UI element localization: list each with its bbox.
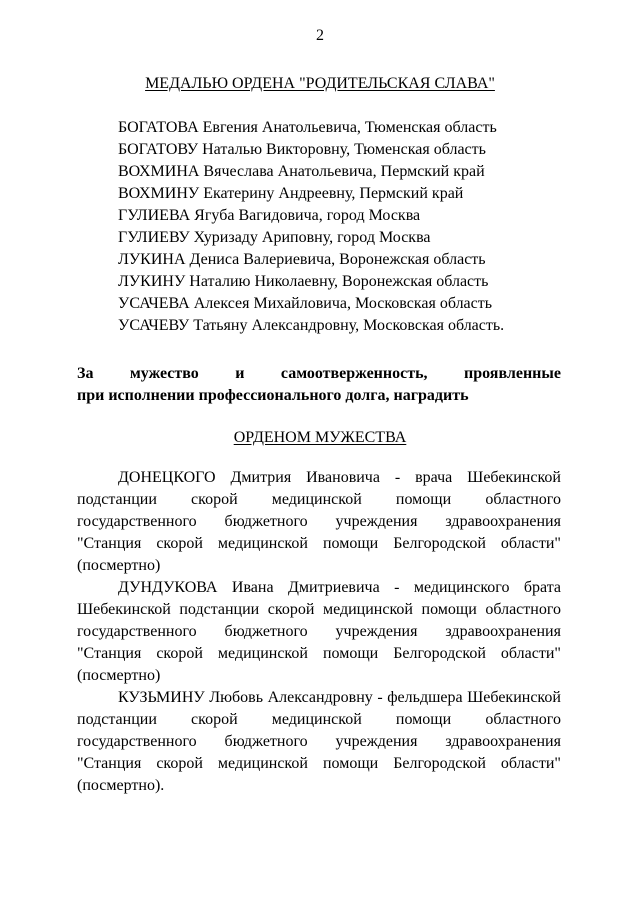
entry-word: области" — [500, 645, 561, 662]
entry-word: бюджетного — [224, 733, 308, 750]
award-entry — [77, 467, 561, 577]
entry-word: Белгородской — [393, 645, 486, 662]
entry-word: государственного — [77, 733, 197, 750]
entry-word: областного — [485, 601, 561, 618]
decree-line — [77, 363, 561, 385]
entry-note: (посмертно). — [77, 777, 165, 794]
list-item: УСАЧЕВУ Татьяну Александровну, Московская область. — [118, 317, 505, 334]
entry-word: помощи — [322, 535, 379, 552]
entry-word: "Станция — [77, 755, 142, 772]
entry-word: подстанции — [179, 601, 260, 618]
entry-word: медицинской — [217, 755, 308, 772]
entry-word: медицинской — [271, 491, 362, 508]
entry-word: учреждения — [335, 513, 418, 530]
entry-word: Ивана — [231, 579, 274, 596]
award-entry — [77, 577, 561, 687]
entry-word: помощи — [322, 645, 379, 662]
decree-paragraph — [77, 363, 561, 407]
entry-word: Шебекинской — [467, 689, 561, 706]
entry-word: Дмитриевича — [287, 579, 380, 596]
entry-word: области" — [500, 755, 561, 772]
entry-word: помощи — [395, 491, 452, 508]
decree-word: и — [235, 365, 245, 382]
entry-word: Ивановича — [306, 469, 380, 486]
entry-word: - — [377, 689, 383, 706]
order-heading: ОРДЕНОМ МУЖЕСТВА — [233, 429, 407, 446]
entry-word: скорой — [156, 755, 203, 772]
order-recipients — [77, 467, 561, 797]
entry-word: Белгородской — [393, 535, 486, 552]
entry-word: медицинской — [217, 535, 308, 552]
entry-word: помощи — [395, 711, 452, 728]
entry-word: Дмитрия — [230, 469, 292, 486]
entry-word: бюджетного — [224, 513, 308, 530]
entry-word: брата — [523, 579, 561, 596]
entry-word: медицинского — [413, 579, 510, 596]
entry-word: Любовь — [209, 689, 264, 706]
entry-word: здравоохранения — [445, 623, 561, 640]
entry-word: скорой — [267, 601, 315, 618]
entry-word: учреждения — [335, 623, 418, 640]
entry-word: "Станция — [77, 645, 142, 662]
entry-word: государственного — [77, 623, 197, 640]
entry-word: государственного — [77, 513, 197, 530]
entry-word: скорой — [156, 535, 203, 552]
medal-recipients-list — [118, 117, 504, 337]
entry-line — [77, 533, 561, 555]
entry-word: помощи — [322, 755, 379, 772]
entry-line — [77, 709, 561, 731]
page-number: 2 — [316, 27, 324, 44]
entry-note: (посмертно) — [77, 667, 161, 684]
entry-word: бюджетного — [224, 623, 308, 640]
decree-word: проявленные — [463, 365, 561, 382]
entry-word: Шебекинской — [467, 469, 561, 486]
list-item: ВОХМИНУ Екатерину Андреевну, Пермский край — [118, 185, 464, 202]
entry-word: помощи — [421, 601, 477, 618]
entry-word: подстанции — [77, 491, 157, 508]
entry-word: учреждения — [335, 733, 418, 750]
entry-line — [77, 489, 561, 511]
list-item: ЛУКИНА Дениса Валериевича, Воронежская область — [118, 251, 486, 268]
entry-word: медицинской — [322, 601, 413, 618]
entry-line — [77, 753, 561, 775]
entry-word: ДУНДУКОВА — [118, 579, 218, 596]
entry-line — [77, 577, 561, 599]
medal-heading: МЕДАЛЬЮ ОРДЕНА "РОДИТЕЛЬСКАЯ СЛАВА" — [145, 75, 495, 92]
entry-word: медицинской — [217, 645, 308, 662]
entry-word: медицинской — [271, 711, 362, 728]
entry-note: (посмертно) — [77, 557, 161, 574]
entry-line — [77, 731, 561, 753]
list-item: ВОХМИНА Вячеслава Анатольевича, Пермский край — [118, 163, 485, 180]
decree-line: при исполнении профессионального долга, наградить — [77, 387, 469, 404]
list-item: УСАЧЕВА Алексея Михайловича, Московская область — [118, 295, 493, 312]
entry-line — [77, 467, 561, 489]
entry-word: скорой — [191, 491, 238, 508]
entry-line — [77, 643, 561, 665]
entry-word: скорой — [191, 711, 238, 728]
entry-word: ДОНЕЦКОГО — [118, 469, 216, 486]
entry-word: КУЗЬМИНУ — [118, 689, 205, 706]
entry-word: - — [394, 579, 400, 596]
entry-word: здравоохранения — [445, 513, 561, 530]
entry-word: "Станция — [77, 535, 142, 552]
decree-word: мужество — [129, 365, 199, 382]
entry-word: скорой — [156, 645, 203, 662]
list-item: ГУЛИЕВУ Хуризаду Ариповну, город Москва — [118, 229, 431, 246]
entry-word: областного — [485, 711, 561, 728]
list-item: ЛУКИНУ Наталию Николаевну, Воронежская область — [118, 273, 489, 290]
entry-word: Шебекинской — [77, 601, 171, 618]
entry-word: Александровну — [267, 689, 373, 706]
entry-line — [77, 687, 561, 709]
entry-word: врача — [415, 469, 453, 486]
list-item: ГУЛИЕВА Ягуба Вагидовича, город Москва — [118, 207, 421, 224]
entry-word: подстанции — [77, 711, 157, 728]
entry-word: Белгородской — [393, 755, 486, 772]
entry-word: фельдшера — [387, 689, 463, 706]
entry-word: - — [394, 469, 401, 486]
decree-word: самоотверженность, — [280, 365, 428, 382]
entry-word: здравоохранения — [445, 733, 561, 750]
entry-line — [77, 621, 561, 643]
decree-word: За — [77, 365, 94, 382]
entry-word: области" — [500, 535, 561, 552]
entry-line — [77, 599, 561, 621]
list-item: БОГАТОВА Евгения Анатольевича, Тюменская область — [118, 119, 497, 136]
entry-word: областного — [485, 491, 561, 508]
list-item: БОГАТОВУ Наталью Викторовну, Тюменская область — [118, 141, 486, 158]
award-entry — [77, 687, 561, 797]
entry-line — [77, 511, 561, 533]
